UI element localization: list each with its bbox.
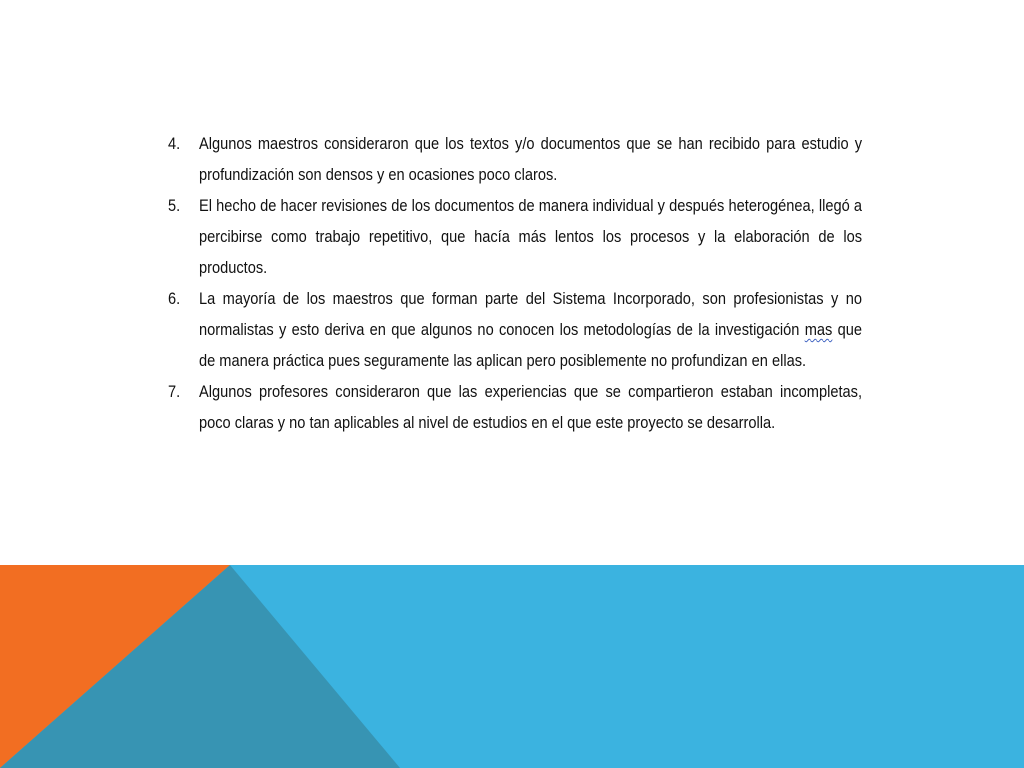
list-item-4 (168, 128, 862, 190)
spellcheck-marked-word: mas (804, 320, 833, 339)
list-text: Algunos maestros consideraron que los textos y/o documentos que se han recibido para estudio y profundización son densos y en ocasiones poco claros. (198, 134, 863, 184)
list-text: El hecho de hacer revisiones de los documentos de manera individual y después heterogénea, llegó a percibirse como trabajo repetitivo, que hacía más lentos los procesos y la elaboración de los productos. (198, 196, 863, 277)
decorative-footer-band (0, 565, 1024, 768)
list-text-part: que de manera práctica pues seguramente las aplican pero posiblemente no profundizan en ellas. (198, 320, 863, 370)
list-number: 6. (168, 289, 181, 308)
list-number: 5. (168, 196, 181, 215)
list-text-part: La mayoría de los maestros que forman parte del Sistema Incorporado, son profesionistas y no normalistas y esto deriva en que algunos no conocen los metodologías de la investigación (198, 289, 863, 339)
list-item-7 (168, 376, 862, 438)
list-text: Algunos profesores consideraron que las experiencias que se compartieron estaban incompletas, poco claras y no tan aplicables al nivel de estudios en el que este proyecto se desarrolla. (198, 382, 863, 432)
list-item-5 (168, 190, 862, 283)
list-number: 4. (168, 134, 181, 153)
list-item-6 (168, 283, 862, 376)
footer-shapes (0, 565, 1024, 768)
list-number: 7. (168, 382, 181, 401)
numbered-list (168, 128, 862, 438)
list-text (199, 283, 862, 376)
